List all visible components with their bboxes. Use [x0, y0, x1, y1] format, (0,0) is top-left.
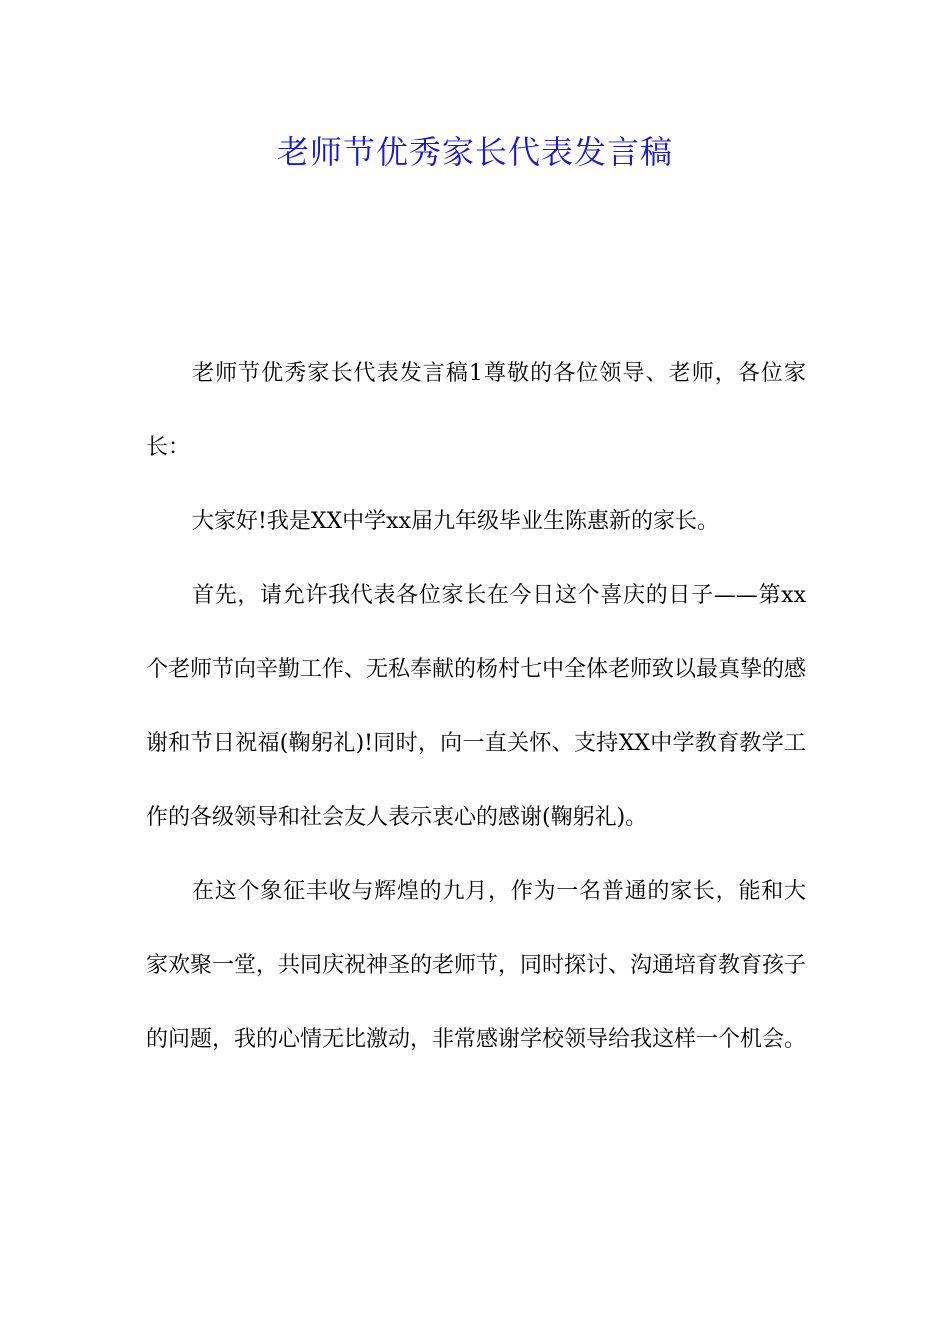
- document-title: 老师节优秀家长代表发言稿: [276, 133, 673, 171]
- paragraph-thanks: 首先，请允许我代表各位家长在今日这个喜庆的日子——第xx个老师节向辛勤工作、无私奉献的杨村七中全体老师致以最真挚的感谢和节日祝福(鞠躬礼)!同时，向一直关怀、支持XX中学教育教学工作的各级领导和社会友人表示衷心的感谢(鞠躬礼)。: [146, 583, 807, 830]
- paragraph-greeting: 老师节优秀家长代表发言稿1尊敬的各位领导、老师，各位家长：: [146, 361, 806, 460]
- paragraph-introduction: 大家好!我是XX中学xx届九年级毕业生陈惠新的家长。: [192, 509, 719, 534]
- document-body: [146, 337, 806, 1077]
- paragraph-feelings: 在这个象征丰收与辉煌的九月，作为一名普通的家长，能和大家欢聚一堂，共同庆祝神圣的老师节，同时探讨、沟通培育教育孩子的问题，我的心情无比激动，非常感谢学校领导给我这样一个机会。: [146, 879, 807, 1052]
